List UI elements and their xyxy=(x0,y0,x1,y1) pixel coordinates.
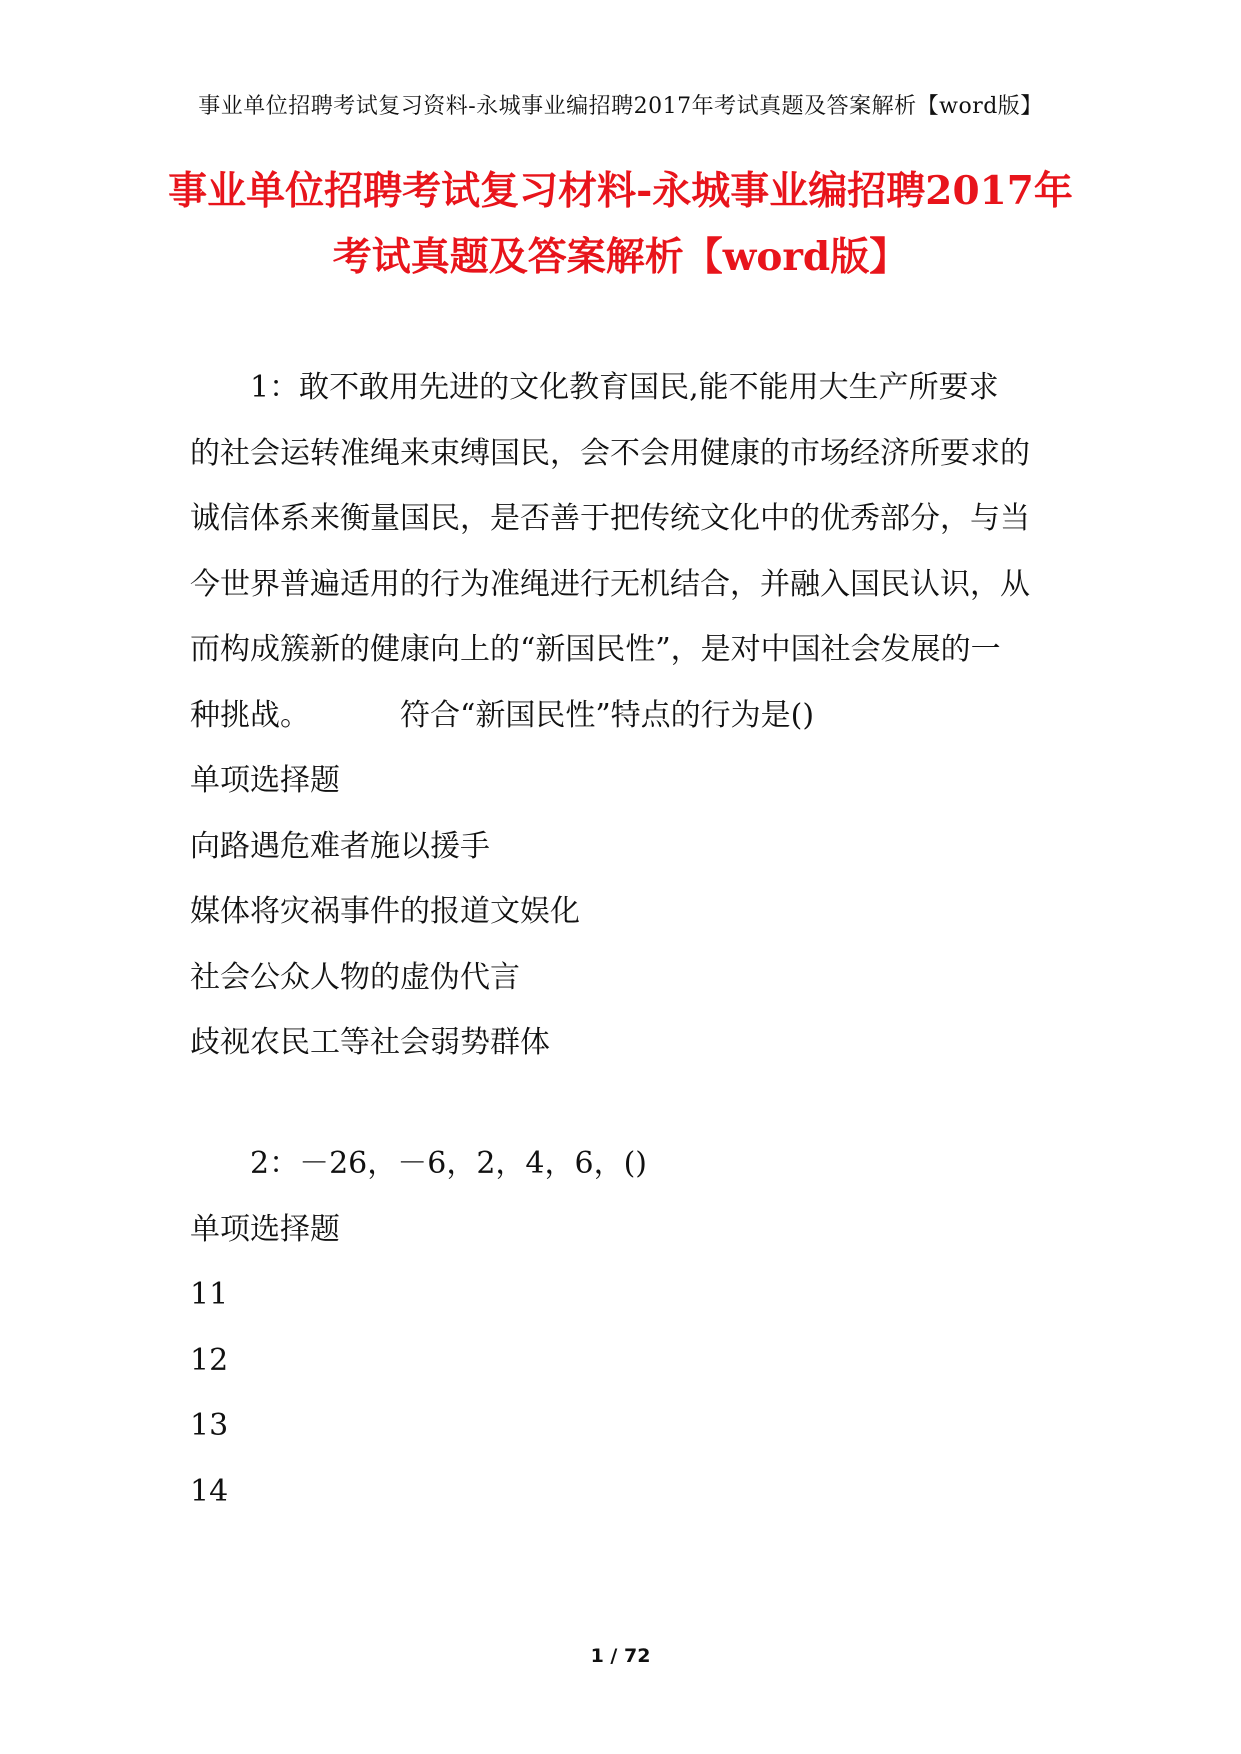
stem-line: 的社会运转准绳来束缚国民，会不会用健康的市场经济所要求的 xyxy=(190,435,1030,471)
option-item[interactable]: 歧视农民工等社会弱势群体 xyxy=(190,1025,550,1060)
title-line-2: 考试真题及答案解析【word版】 xyxy=(332,234,909,280)
page-number: 1 / 72 xyxy=(590,1645,651,1667)
option-item[interactable]: 12 xyxy=(190,1342,229,1378)
option-item[interactable]: 11 xyxy=(190,1277,229,1312)
running-header: 事业单位招聘考试复习资料-永城事业编招聘2017年考试真题及答案解析【word版】 xyxy=(198,94,1043,119)
title-line-1: 事业单位招聘考试复习材料-永城事业编招聘2017年 xyxy=(168,168,1073,214)
stem-line-part: 种挑战。 xyxy=(190,697,310,733)
option-item[interactable]: 13 xyxy=(190,1408,229,1443)
question-type: 单项选择题 xyxy=(190,763,340,798)
option-item[interactable]: 14 xyxy=(190,1473,229,1509)
question-type: 单项选择题 xyxy=(190,1211,340,1247)
question-1-stem xyxy=(190,355,1060,748)
question-1 xyxy=(190,355,1060,1076)
question-prompt: 符合“新国民性”特点的行为是() xyxy=(400,697,815,733)
option-item[interactable]: 向路遇危难者施以援手 xyxy=(190,828,490,864)
stem-line: 而构成簇新的健康向上的“新国民性”，是对中国社会发展的一 xyxy=(190,632,1001,667)
option-item[interactable]: 社会公众人物的虚伪代言 xyxy=(190,959,520,995)
stem-line-last xyxy=(190,683,1060,749)
option-item[interactable]: 媒体将灾祸事件的报道文娱化 xyxy=(190,894,580,929)
stem-line: 今世界普遍适用的行为准绳进行无机结合，并融入国民认识，从 xyxy=(190,566,1030,602)
stem-line: 1：敢不敢用先进的文化教育国民,能不能用大生产所要求 xyxy=(250,370,999,405)
stem-line: 诚信体系来衡量国民，是否善于把传统文化中的优秀部分，与当 xyxy=(190,501,1030,536)
question-2-stem: 2：－26，－6，2，4，6，() xyxy=(250,1146,648,1181)
question-2 xyxy=(190,1131,1060,1524)
document-title xyxy=(140,158,1101,290)
